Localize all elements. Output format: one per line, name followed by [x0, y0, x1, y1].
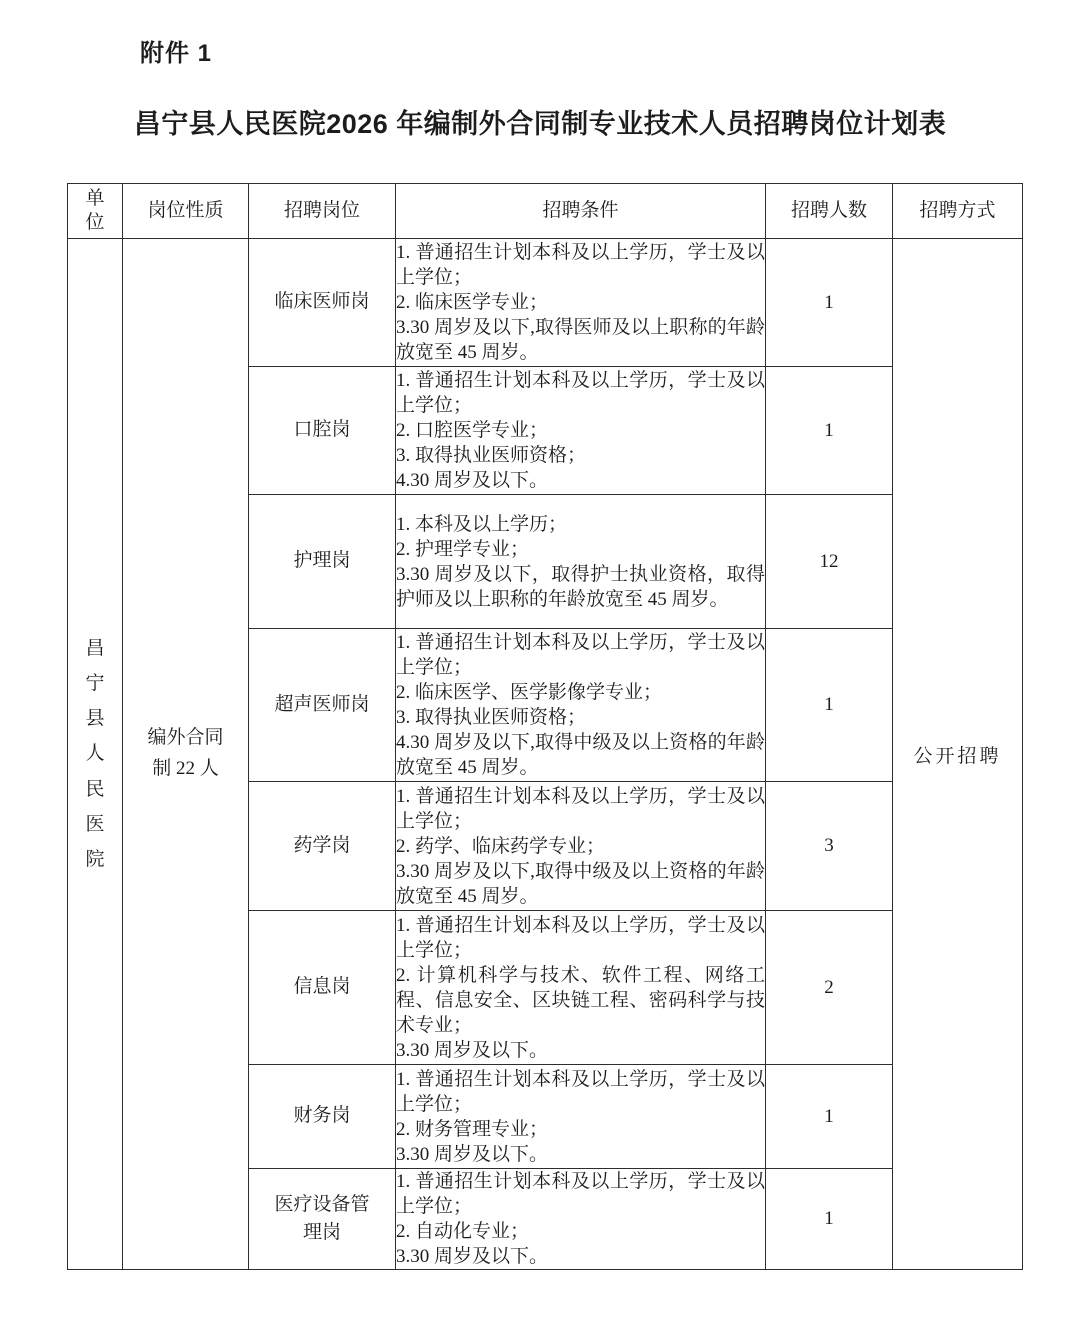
condition-item: 3.30 周岁及以下。	[396, 1039, 549, 1061]
conditions-cell	[396, 911, 766, 1065]
condition-item: 4.30 周岁及以下。	[396, 470, 549, 491]
position-name: 临床医师岗	[274, 291, 370, 313]
unit-cell	[68, 239, 123, 1270]
condition-item: 3. 取得执业医师资格；	[396, 445, 587, 466]
count-cell: 2	[766, 911, 893, 1065]
count-cell: 12	[766, 495, 893, 629]
conditions-cell	[396, 367, 766, 495]
count-cell: 1	[766, 1169, 893, 1270]
page-title: 昌宁县人民医院2026 年编制外合同制专业技术人员招聘岗位计划表	[133, 109, 947, 139]
table-row	[68, 239, 1023, 367]
col-header-nature: 岗位性质	[123, 184, 249, 239]
condition-item: 2. 护理学专业；	[396, 538, 530, 560]
condition-item: 3.30 周岁及以下,取得中级及以上资格的年龄放宽至 45 周岁。	[396, 860, 765, 907]
conditions-cell	[396, 1065, 766, 1169]
position-cell	[249, 239, 396, 367]
table-header-row	[68, 184, 1023, 239]
condition-item: 1. 普通招生计划本科及以上学历，学士及以上学位；	[396, 242, 765, 288]
position-name: 超声医师岗	[274, 693, 370, 715]
position-name: 口腔岗	[293, 419, 351, 441]
col-header-count: 招聘人数	[766, 184, 893, 239]
attachment-label: 附件 1	[140, 40, 213, 67]
unit-name: 昌宁县人民医院	[85, 638, 105, 870]
conditions-cell	[396, 629, 766, 782]
condition-item: 3. 取得执业医师资格；	[396, 707, 587, 728]
position-cell	[249, 1169, 396, 1270]
col-header-method: 招聘方式	[893, 184, 1023, 239]
condition-item: 1. 普通招生计划本科及以上学历，学士及以上学位；	[396, 632, 765, 678]
col-header-unit-label: 单位	[85, 188, 105, 233]
condition-item: 3.30 周岁及以下,取得医师及以上职称的年龄放宽至 45 周岁。	[396, 317, 765, 363]
condition-item: 3.30 周岁及以下。	[396, 1143, 549, 1165]
condition-item: 1. 普通招生计划本科及以上学历，学士及以上学位；	[396, 914, 765, 961]
count-cell: 1	[766, 239, 893, 367]
condition-item: 1. 普通招生计划本科及以上学历，学士及以上学位；	[396, 1171, 765, 1217]
condition-item: 3.30 周岁及以下，取得护士执业资格，取得护师及以上职称的年龄放宽至 45 周岁。	[396, 563, 765, 610]
method-cell: 公开招聘	[893, 239, 1023, 1270]
condition-item: 1. 普通招生计划本科及以上学历，学士及以上学位；	[396, 785, 765, 832]
position-cell	[249, 367, 396, 495]
position-cell	[249, 911, 396, 1065]
position-cell	[249, 629, 396, 782]
position-cell	[249, 1065, 396, 1169]
condition-item: 1. 普通招生计划本科及以上学历，学士及以上学位；	[396, 370, 765, 416]
condition-item: 1. 普通招生计划本科及以上学历，学士及以上学位；	[396, 1068, 765, 1115]
count-cell: 1	[766, 367, 893, 495]
conditions-cell	[396, 239, 766, 367]
condition-item: 1. 本科及以上学历；	[396, 513, 568, 535]
position-name: 医疗设备管理岗	[274, 1193, 370, 1243]
condition-item: 2. 口腔医学专业；	[396, 420, 549, 441]
conditions-cell	[396, 1169, 766, 1270]
nature-line: 制 22 人	[152, 758, 219, 779]
condition-item: 2. 临床医学、医学影像学专业；	[396, 682, 663, 703]
position-cell	[249, 495, 396, 629]
position-cell	[249, 782, 396, 911]
condition-item: 4.30 周岁及以下,取得中级及以上资格的年龄放宽至 45 周岁。	[396, 732, 765, 778]
position-name: 财务岗	[293, 1105, 351, 1127]
condition-item: 3.30 周岁及以下。	[396, 1246, 549, 1267]
position-name: 护理岗	[293, 550, 351, 572]
count-cell: 1	[766, 629, 893, 782]
col-header-unit	[68, 184, 123, 239]
condition-item: 2. 临床医学专业；	[396, 292, 549, 313]
col-header-conditions: 招聘条件	[396, 184, 766, 239]
position-name: 药学岗	[293, 834, 351, 856]
nature-cell	[123, 239, 249, 1270]
conditions-cell	[396, 495, 766, 629]
count-cell: 3	[766, 782, 893, 911]
col-header-position: 招聘岗位	[249, 184, 396, 239]
conditions-cell	[396, 782, 766, 911]
condition-item: 2. 计算机科学与技术、软件工程、网络工程、信息安全、区块链工程、密码科学与技术专业；	[396, 964, 765, 1036]
recruitment-table	[67, 183, 1023, 1270]
condition-item: 2. 药学、临床药学专业；	[396, 835, 606, 857]
count-cell: 1	[766, 1065, 893, 1169]
position-name: 信息岗	[293, 976, 351, 998]
nature-line: 编外合同	[147, 727, 224, 749]
condition-item: 2. 财务管理专业；	[396, 1118, 549, 1140]
condition-item: 2. 自动化专业；	[396, 1221, 530, 1242]
